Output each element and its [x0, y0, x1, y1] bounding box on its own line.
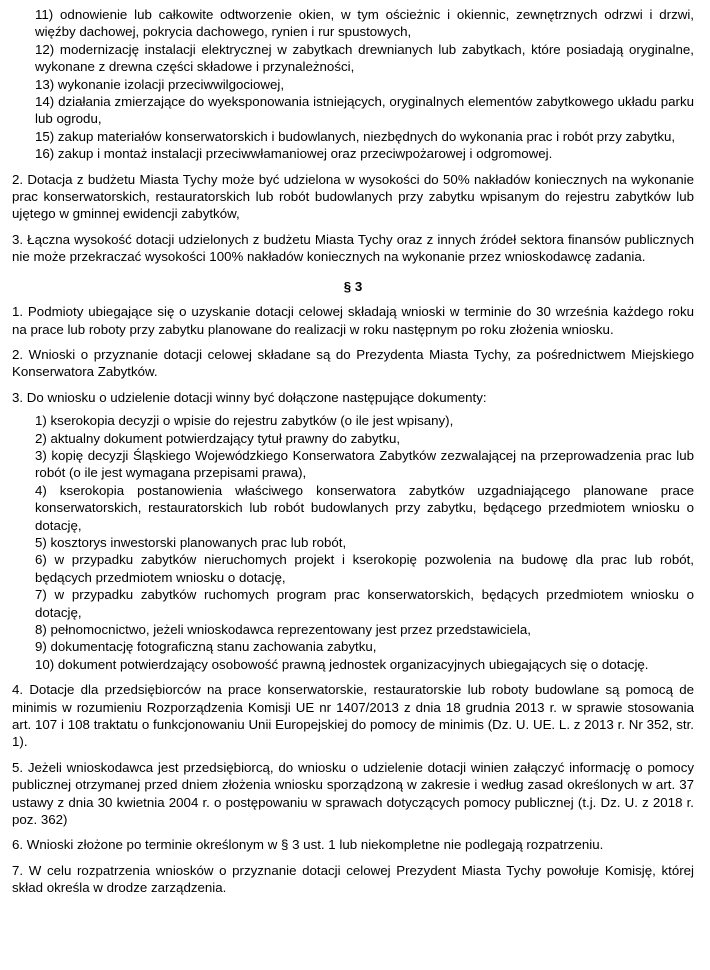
document-list — [12, 412, 694, 673]
list-item: 14) działania zmierzające do wyeksponowania istniejących, oryginalnych elementów zabytkowego układu parku lub ogrodu, — [35, 94, 694, 127]
paragraph-3-2: 2. Wnioski o przyznanie dotacji celowej składane są do Prezydenta Miasta Tychy, za pośrednictwem Miejskiego Konserwatora Zabytków. — [12, 346, 694, 380]
paragraph-3-6: 6. Wnioski złożone po terminie określonym w § 3 ust. 1 lub niekompletne nie podlegają rozpatrzeniu. — [12, 837, 604, 853]
list-item: 10) dokument potwierdzający osobowość prawną jednostek organizacyjnych ubiegających się o dotację. — [35, 656, 649, 672]
paragraph-3-4: 4. Dotacje dla przedsiębiorców na prace konserwatorskie, restauratorskie lub roboty budowlane są pomocą de minimis w rozumieniu Rozporządzenia Komisji UE nr 1407/2013 z dnia 18 grudnia 2013 r. w sprawie stosowania art. 107 i 108 traktatu o funkcjonowaniu Unii Europejskiej do pomocy de minimis (Dz. U. UE. L. z 2013 r. Nr 352, str. 1). — [12, 682, 694, 750]
list-item: 6) w przypadku zabytków nieruchomych projekt i kserokopię pozwolenia na budowę dla prac lub robót, będących przedmiotem wniosku o dotację, — [35, 552, 694, 585]
paragraph-2-3: 3. Łączna wysokość dotacji udzielonych z budżetu Miasta Tychy oraz z innych źródeł sektora finansów publicznych nie może przekraczać wysokości 100% nakładów koniecznych na wykonanie przez wnioskodawcę zadania. — [12, 231, 694, 265]
list-item: 4) kserokopia postanowienia właściwego konserwatora zabytków uzgadniającego planowane prace konserwatorskich, restauratorskich lub robót budowlanych przy zabytku, będącego przedmiotem wniosku o dotację, — [35, 482, 694, 533]
paragraph-3-3: 3. Do wniosku o udzielenie dotacji winny być dołączone następujące dokumenty: — [12, 389, 487, 405]
list-item: 11) odnowienie lub całkowite odtworzenie okien, w tym ościeżnic i okiennic, zewnętrznych odrzwi i drzwi, więźby dachowej, pokrycia dachowego, rynien i rur spustowych, — [35, 7, 694, 40]
paragraph-3-5: 5. Jeżeli wnioskodawca jest przedsiębiorcą, do wniosku o udzielenie dotacji winien załączyć informację o pomocy publicznej otrzymanej przed dniem złożenia wniosku sporządzoną w zakresie i według zasad określonych w art. 37 ustawy z dnia 30 kwietnia 2004 r. o postępowaniu w sprawach dotyczących pomocy publicznej (t.j. Dz. U. z 2018 r. poz. 362) — [12, 759, 694, 828]
list-item: 9) dokumentację fotograficzną stanu zachowania zabytku, — [35, 639, 377, 655]
paragraph-3-1: 1. Podmioty ubiegające się o uzyskanie dotacji celowej składają wnioski w terminie do 30 września każdego roku na prace lub roboty przy zabytku planowane do realizacji w roku następnym po roku złożenia wniosku. — [12, 304, 694, 337]
list-item: 15) zakup materiałów konserwatorskich i budowlanych, niezbędnych do wykonania prac i robót przy zabytku, — [35, 128, 676, 144]
paragraph-3-7: 7. W celu rozpatrzenia wniosków o przyznanie dotacji celowej Prezydent Miasta Tychy powołuje Komisję, której skład określa w drodze zarządzenia. — [12, 862, 694, 896]
list-item: 5) kosztorys inwestorski planowanych prac lub robót, — [35, 534, 347, 550]
list-item: 12) modernizację instalacji elektrycznej w zabytkach drewnianych lub zabytkach, które posiadają oryginalne, wykonane z drewna części składowe i przynależności, — [35, 41, 694, 75]
section-heading: § 3 — [343, 278, 363, 294]
list-item: 13) wykonanie izolacji przeciwwilgociowej, — [35, 76, 285, 92]
paragraph-2-2: 2. Dotacja z budżetu Miasta Tychy może być udzielona w wysokości do 50% nakładów koniecznych na wykonanie prac konserwatorskich, restauratorskich lub robót budowlanych przy zabytku wpisanym do rejestru zabytków lub ujętego w gminnej ewidencji zabytków, — [12, 171, 694, 222]
list-item: 2) aktualny dokument potwierdzający tytuł prawny do zabytku, — [35, 430, 401, 446]
list-item: 1) kserokopia decyzji o wpisie do rejestru zabytków (o ile jest wpisany), — [35, 413, 454, 429]
list-item: 3) kopię decyzji Śląskiego Wojewódzkiego Konserwatora Zabytków zezwalającej na przeprowadzenia prac lub robót (o ile jest wymagana przepisami prawa), — [35, 447, 694, 481]
list-item: 7) w przypadku zabytków ruchomych program prac konserwatorskich, będących przedmiotem wniosku o dotację, — [35, 587, 694, 620]
list-item: 16) zakup i montaż instalacji przeciwwłamaniowej oraz przeciwpożarowej i odgromowej. — [35, 146, 553, 162]
list-item: 8) pełnomocnictwo, jeżeli wnioskodawca reprezentowany jest przez przedstawiciela, — [35, 622, 531, 637]
top-item-list — [12, 6, 694, 163]
